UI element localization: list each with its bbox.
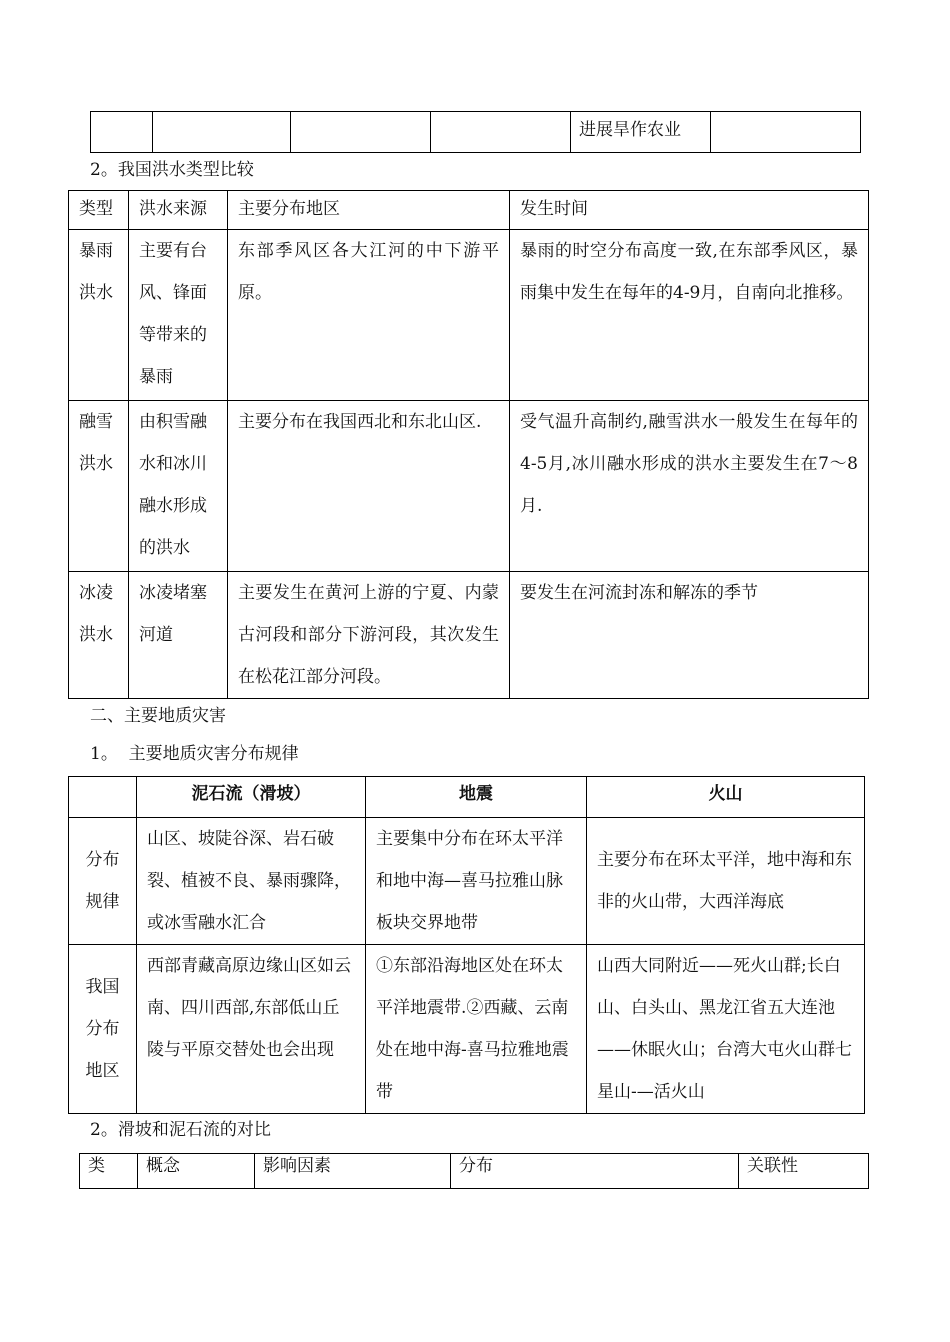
flood-source-cell: 由积雪融水和冰川融水形成的洪水 [129,401,228,572]
landslide-comparison-table [79,1153,869,1189]
row-header: 分布规律 [69,818,137,945]
continued-table [90,111,861,153]
table-row [69,572,869,699]
section-heading: 二、主要地质灾害 [90,706,226,726]
column-header: 主要分布地区 [228,191,510,230]
column-header: 影响因素 [255,1154,451,1189]
volcano-cell: 山西大同附近——死火山群;长白山、白头山、黑龙江省五大连池——休眠火山；台湾大屯火山群七星山-—活火山 [587,945,865,1114]
column-header: 地震 [366,777,587,818]
column-header: 泥石流（滑坡） [137,777,366,818]
row-header: 我国分布地区 [69,945,137,1114]
volcano-cell: 主要分布在环太平洋，地中海和东非的火山带，大西洋海底 [587,818,865,945]
table-cell [431,112,571,153]
mudflow-cell: 山区、坡陡谷深、岩石破裂、植被不良、暴雨骤降，或冰雪融水汇合 [137,818,366,945]
table-row [69,945,865,1114]
column-header: 发生时间 [510,191,869,230]
flood-region-cell: 主要发生在黄河上游的宁夏、内蒙古河段和部分下游河段，其次发生在松花江部分河段。 [228,572,510,699]
table-cell: 进展旱作农业 [571,112,711,153]
flood-heading: 2。我国洪水类型比较 [90,160,254,180]
column-header: 关联性 [739,1154,869,1189]
table-header-row [69,777,865,818]
flood-type-cell: 融雪洪水 [69,401,129,572]
table-row [91,112,861,153]
flood-region-cell: 主要分布在我国西北和东北山区. [228,401,510,572]
earthquake-cell: 主要集中分布在环太平洋和地中海—喜马拉雅山脉板块交界地带 [366,818,587,945]
table-cell [711,112,861,153]
column-header: 火山 [587,777,865,818]
mudflow-cell: 西部青藏高原边缘山区如云南、四川西部,东部低山丘陵与平原交替处也会出现 [137,945,366,1114]
table-row [69,230,869,401]
column-header: 类型 [69,191,129,230]
flood-time-cell: 暴雨的时空分布高度一致,在东部季风区，暴雨集中发生在每年的4-9月，自南向北推移。 [510,230,869,401]
table-header-row [80,1154,869,1189]
flood-type-cell: 暴雨洪水 [69,230,129,401]
column-header: 分布 [451,1154,739,1189]
earthquake-cell: ①东部沿海地区处在环太平洋地震带.②西藏、云南处在地中海-喜马拉雅地震带 [366,945,587,1114]
table-row [69,818,865,945]
flood-time-cell: 要发生在河流封冻和解冻的季节 [510,572,869,699]
table-cell [91,112,153,153]
flood-type-cell: 冰凌洪水 [69,572,129,699]
flood-types-table [68,190,869,699]
column-header: 类 [80,1154,138,1189]
table-cell [291,112,431,153]
geo-hazards-table [68,776,865,1114]
flood-time-cell: 受气温升高制约,融雪洪水一般发生在每年的4-5月,冰川融水形成的洪水主要发生在7～8月. [510,401,869,572]
geo-heading: 1。 主要地质灾害分布规律 [90,744,299,764]
column-header: 洪水来源 [129,191,228,230]
table-row [69,401,869,572]
column-header [69,777,137,818]
column-header: 概念 [138,1154,255,1189]
flood-source-cell: 冰凌堵塞河道 [129,572,228,699]
table-cell [153,112,291,153]
flood-region-cell: 东部季风区各大江河的中下游平原。 [228,230,510,401]
flood-source-cell: 主要有台风、锋面等带来的暴雨 [129,230,228,401]
table-header-row [69,191,869,230]
landslide-heading: 2。滑坡和泥石流的对比 [90,1120,271,1140]
